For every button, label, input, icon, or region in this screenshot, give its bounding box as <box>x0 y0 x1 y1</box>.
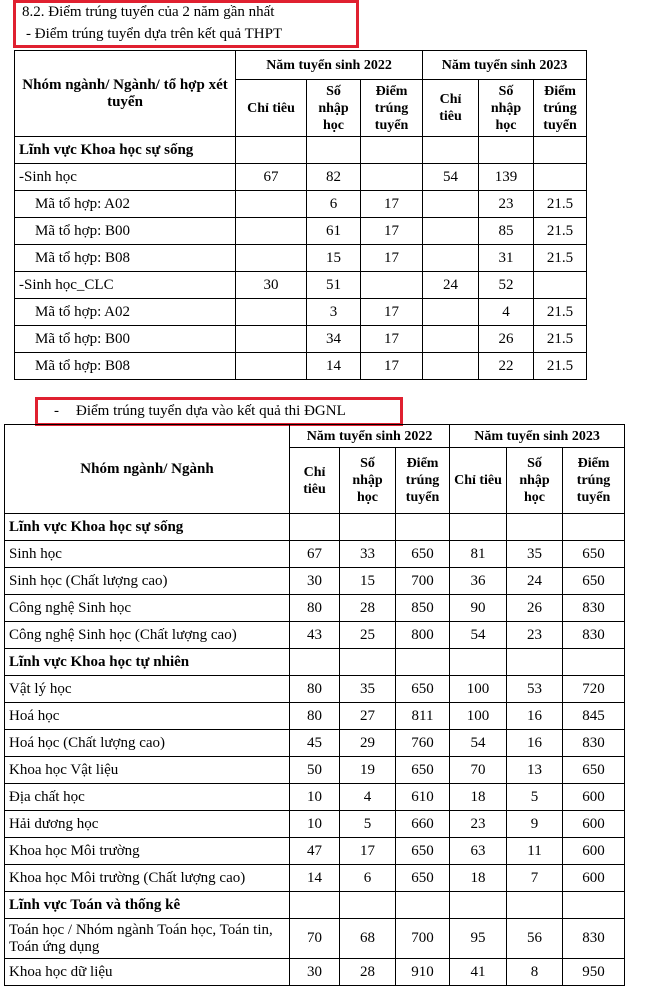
section-label: Lĩnh vực Toán và thống kê <box>5 892 290 919</box>
value-cell <box>340 649 396 676</box>
value-cell: 21.5 <box>534 299 587 326</box>
value-cell <box>423 218 479 245</box>
value-cell: 68 <box>340 919 396 959</box>
value-cell: 30 <box>290 959 340 986</box>
row-label: Hải dương học <box>5 811 290 838</box>
value-cell: 52 <box>479 272 534 299</box>
value-cell: 100 <box>450 676 507 703</box>
table-row <box>15 272 587 299</box>
value-cell: 43 <box>290 622 340 649</box>
table-row <box>15 191 587 218</box>
value-cell: 14 <box>290 865 340 892</box>
col-score-2022: Điểm trúng tuyển <box>396 448 450 514</box>
col-quota-2022: Chỉ tiêu <box>290 448 340 514</box>
year-2022-header: Năm tuyển sinh 2022 <box>236 51 423 80</box>
value-cell: 17 <box>361 245 423 272</box>
value-cell: 8 <box>507 959 563 986</box>
value-cell: 600 <box>563 838 625 865</box>
value-cell <box>236 218 307 245</box>
value-cell: 27 <box>340 703 396 730</box>
value-cell: 23 <box>479 191 534 218</box>
value-cell: 650 <box>396 757 450 784</box>
value-cell <box>290 892 340 919</box>
value-cell: 800 <box>396 622 450 649</box>
row-label: Sinh học <box>5 541 290 568</box>
row-label: -Sinh học <box>15 164 236 191</box>
value-cell: 85 <box>479 218 534 245</box>
value-cell <box>236 191 307 218</box>
value-cell <box>507 649 563 676</box>
value-cell: 830 <box>563 730 625 757</box>
value-cell: 21.5 <box>534 353 587 380</box>
row-label: Hoá học (Chất lượng cao) <box>5 730 290 757</box>
table-row <box>5 595 625 622</box>
value-cell <box>236 299 307 326</box>
value-cell: 24 <box>507 568 563 595</box>
value-cell: 950 <box>563 959 625 986</box>
value-cell: 26 <box>479 326 534 353</box>
value-cell <box>290 649 340 676</box>
value-cell: 17 <box>361 353 423 380</box>
value-cell: 700 <box>396 568 450 595</box>
value-cell: 6 <box>307 191 361 218</box>
value-cell: 47 <box>290 838 340 865</box>
value-cell: 67 <box>236 164 307 191</box>
year-2022-header: Năm tuyển sinh 2022 <box>290 425 450 448</box>
row-label: Khoa học Môi trường (Chất lượng cao) <box>5 865 290 892</box>
value-cell: 17 <box>361 326 423 353</box>
value-cell <box>361 137 423 164</box>
value-cell: 15 <box>340 568 396 595</box>
table-row <box>5 838 625 865</box>
row-label: Mã tổ hợp: B08 <box>15 353 236 380</box>
value-cell: 95 <box>450 919 507 959</box>
value-cell <box>423 137 479 164</box>
value-cell <box>423 326 479 353</box>
value-cell: 15 <box>307 245 361 272</box>
value-cell: 910 <box>396 959 450 986</box>
value-cell: 23 <box>507 622 563 649</box>
row-label: -Sinh học_CLC <box>15 272 236 299</box>
value-cell: 18 <box>450 784 507 811</box>
col-score-2023: Điểm trúng tuyển <box>563 448 625 514</box>
value-cell: 24 <box>423 272 479 299</box>
value-cell: 720 <box>563 676 625 703</box>
value-cell: 17 <box>361 218 423 245</box>
value-cell: 9 <box>507 811 563 838</box>
row-label: Khoa học dữ liệu <box>5 959 290 986</box>
value-cell <box>563 649 625 676</box>
value-cell <box>450 514 507 541</box>
value-cell: 845 <box>563 703 625 730</box>
col-enrolled-2022: Số nhập học <box>340 448 396 514</box>
row-label: Khoa học Vật liệu <box>5 757 290 784</box>
value-cell <box>423 191 479 218</box>
col-score-2022: Điểm trúng tuyển <box>361 80 423 137</box>
value-cell: 18 <box>450 865 507 892</box>
thpt-score-table <box>14 50 587 380</box>
value-cell: 650 <box>396 541 450 568</box>
value-cell: 4 <box>340 784 396 811</box>
table-row <box>5 622 625 649</box>
value-cell <box>507 514 563 541</box>
value-cell: 610 <box>396 784 450 811</box>
table-row <box>5 919 625 959</box>
section-label: Lĩnh vực Khoa học sự sống <box>5 514 290 541</box>
value-cell: 14 <box>307 353 361 380</box>
row-label: Công nghệ Sinh học <box>5 595 290 622</box>
value-cell <box>290 514 340 541</box>
value-cell <box>534 272 587 299</box>
table-row <box>5 757 625 784</box>
value-cell <box>423 353 479 380</box>
value-cell: 650 <box>563 757 625 784</box>
value-cell: 17 <box>361 191 423 218</box>
value-cell: 19 <box>340 757 396 784</box>
col-enrolled-2023: Số nhập học <box>479 80 534 137</box>
row-label: Vật lý học <box>5 676 290 703</box>
value-cell: 5 <box>340 811 396 838</box>
table-row <box>5 865 625 892</box>
value-cell <box>236 353 307 380</box>
table-row <box>5 703 625 730</box>
value-cell: 21.5 <box>534 191 587 218</box>
value-cell: 82 <box>307 164 361 191</box>
value-cell <box>340 892 396 919</box>
value-cell: 10 <box>290 784 340 811</box>
row-label: Mã tổ hợp: A02 <box>15 299 236 326</box>
value-cell <box>450 649 507 676</box>
value-cell: 23 <box>450 811 507 838</box>
year-2023-header: Năm tuyển sinh 2023 <box>450 425 625 448</box>
value-cell: 63 <box>450 838 507 865</box>
table-row <box>15 137 587 164</box>
value-cell: 650 <box>396 865 450 892</box>
value-cell: 650 <box>563 568 625 595</box>
value-cell: 29 <box>340 730 396 757</box>
table-row <box>5 676 625 703</box>
value-cell: 61 <box>307 218 361 245</box>
value-cell: 70 <box>450 757 507 784</box>
value-cell <box>423 299 479 326</box>
value-cell: 650 <box>563 541 625 568</box>
col-enrolled-2022: Số nhập học <box>307 80 361 137</box>
value-cell: 54 <box>423 164 479 191</box>
value-cell: 80 <box>290 676 340 703</box>
table-row <box>5 959 625 986</box>
row-label: Địa chất học <box>5 784 290 811</box>
value-cell: 830 <box>563 622 625 649</box>
row-label: Sinh học (Chất lượng cao) <box>5 568 290 595</box>
value-cell: 33 <box>340 541 396 568</box>
col-score-2023: Điểm trúng tuyển <box>534 80 587 137</box>
table-row <box>15 299 587 326</box>
group-header: Nhóm ngành/ Ngành <box>5 425 290 514</box>
value-cell: 45 <box>290 730 340 757</box>
table-row <box>15 353 587 380</box>
row-label: Toán học / Nhóm ngành Toán học, Toán tin, Toán ứng dụng <box>5 919 290 959</box>
value-cell: 21.5 <box>534 326 587 353</box>
value-cell: 35 <box>340 676 396 703</box>
value-cell: 17 <box>340 838 396 865</box>
value-cell: 70 <box>290 919 340 959</box>
value-cell: 80 <box>290 595 340 622</box>
table-row <box>15 245 587 272</box>
row-label: Mã tổ hợp: B00 <box>15 218 236 245</box>
value-cell: 660 <box>396 811 450 838</box>
value-cell: 600 <box>563 784 625 811</box>
row-label: Mã tổ hợp: A02 <box>15 191 236 218</box>
value-cell: 600 <box>563 865 625 892</box>
value-cell <box>236 137 307 164</box>
value-cell: 35 <box>507 541 563 568</box>
value-cell: 81 <box>450 541 507 568</box>
value-cell <box>396 649 450 676</box>
value-cell <box>361 272 423 299</box>
value-cell <box>534 164 587 191</box>
value-cell <box>307 137 361 164</box>
value-cell: 34 <box>307 326 361 353</box>
value-cell: 21.5 <box>534 245 587 272</box>
value-cell: 36 <box>450 568 507 595</box>
value-cell: 11 <box>507 838 563 865</box>
value-cell: 51 <box>307 272 361 299</box>
col-quota-2022: Chỉ tiêu <box>236 80 307 137</box>
value-cell: 5 <box>507 784 563 811</box>
value-cell: 3 <box>307 299 361 326</box>
value-cell: 53 <box>507 676 563 703</box>
value-cell: 4 <box>479 299 534 326</box>
col-quota-2023: Chỉ tiêu <box>450 448 507 514</box>
value-cell: 54 <box>450 622 507 649</box>
value-cell <box>236 326 307 353</box>
row-label: Công nghệ Sinh học (Chất lượng cao) <box>5 622 290 649</box>
row-label: Mã tổ hợp: B08 <box>15 245 236 272</box>
value-cell <box>423 245 479 272</box>
table-row <box>5 730 625 757</box>
dgnl-score-table <box>4 424 625 986</box>
row-label: Hoá học <box>5 703 290 730</box>
section-subheading-thpt: - Điểm trúng tuyển dựa trên kết quả THPT <box>26 26 283 42</box>
group-header: Nhóm ngành/ Ngành/ tổ hợp xét tuyển <box>15 51 236 137</box>
row-label: Khoa học Môi trường <box>5 838 290 865</box>
value-cell: 17 <box>361 299 423 326</box>
value-cell: 25 <box>340 622 396 649</box>
col-enrolled-2023: Số nhập học <box>507 448 563 514</box>
value-cell: 67 <box>290 541 340 568</box>
value-cell: 56 <box>507 919 563 959</box>
value-cell: 850 <box>396 595 450 622</box>
value-cell <box>507 892 563 919</box>
value-cell <box>236 245 307 272</box>
value-cell: 830 <box>563 595 625 622</box>
value-cell <box>340 514 396 541</box>
value-cell: 830 <box>563 919 625 959</box>
value-cell <box>563 892 625 919</box>
table-row <box>15 218 587 245</box>
value-cell: 41 <box>450 959 507 986</box>
value-cell: 7 <box>507 865 563 892</box>
value-cell: 31 <box>479 245 534 272</box>
value-cell: 22 <box>479 353 534 380</box>
value-cell: 54 <box>450 730 507 757</box>
section-label: Lĩnh vực Khoa học tự nhiên <box>5 649 290 676</box>
value-cell: 16 <box>507 730 563 757</box>
value-cell: 80 <box>290 703 340 730</box>
value-cell: 650 <box>396 676 450 703</box>
value-cell: 650 <box>396 838 450 865</box>
section-subheading-dgnl: Điểm trúng tuyển dựa vào kết quả thi ĐGNL <box>76 403 346 419</box>
value-cell: 760 <box>396 730 450 757</box>
table-row <box>5 649 625 676</box>
value-cell: 50 <box>290 757 340 784</box>
table-row <box>5 811 625 838</box>
value-cell <box>534 137 587 164</box>
value-cell: 30 <box>290 568 340 595</box>
value-cell <box>479 137 534 164</box>
value-cell: 139 <box>479 164 534 191</box>
value-cell: 30 <box>236 272 307 299</box>
value-cell: 10 <box>290 811 340 838</box>
table-row <box>5 784 625 811</box>
value-cell: 21.5 <box>534 218 587 245</box>
value-cell <box>361 164 423 191</box>
table-row <box>5 541 625 568</box>
value-cell: 700 <box>396 919 450 959</box>
table-row <box>5 568 625 595</box>
table-row <box>15 326 587 353</box>
value-cell: 13 <box>507 757 563 784</box>
value-cell: 90 <box>450 595 507 622</box>
col-quota-2023: Chỉ tiêu <box>423 80 479 137</box>
section-dash: - <box>54 403 59 419</box>
value-cell: 811 <box>396 703 450 730</box>
value-cell <box>450 892 507 919</box>
value-cell: 600 <box>563 811 625 838</box>
value-cell <box>396 892 450 919</box>
value-cell <box>396 514 450 541</box>
table-row <box>15 164 587 191</box>
value-cell: 28 <box>340 595 396 622</box>
section-heading: 8.2. Điểm trúng tuyển của 2 năm gần nhất <box>22 4 275 20</box>
table-row <box>5 892 625 919</box>
value-cell: 26 <box>507 595 563 622</box>
value-cell: 16 <box>507 703 563 730</box>
value-cell: 28 <box>340 959 396 986</box>
table-row <box>5 514 625 541</box>
value-cell: 100 <box>450 703 507 730</box>
section-label: Lĩnh vực Khoa học sự sống <box>15 137 236 164</box>
row-label: Mã tổ hợp: B00 <box>15 326 236 353</box>
value-cell: 6 <box>340 865 396 892</box>
year-2023-header: Năm tuyển sinh 2023 <box>423 51 587 80</box>
value-cell <box>563 514 625 541</box>
